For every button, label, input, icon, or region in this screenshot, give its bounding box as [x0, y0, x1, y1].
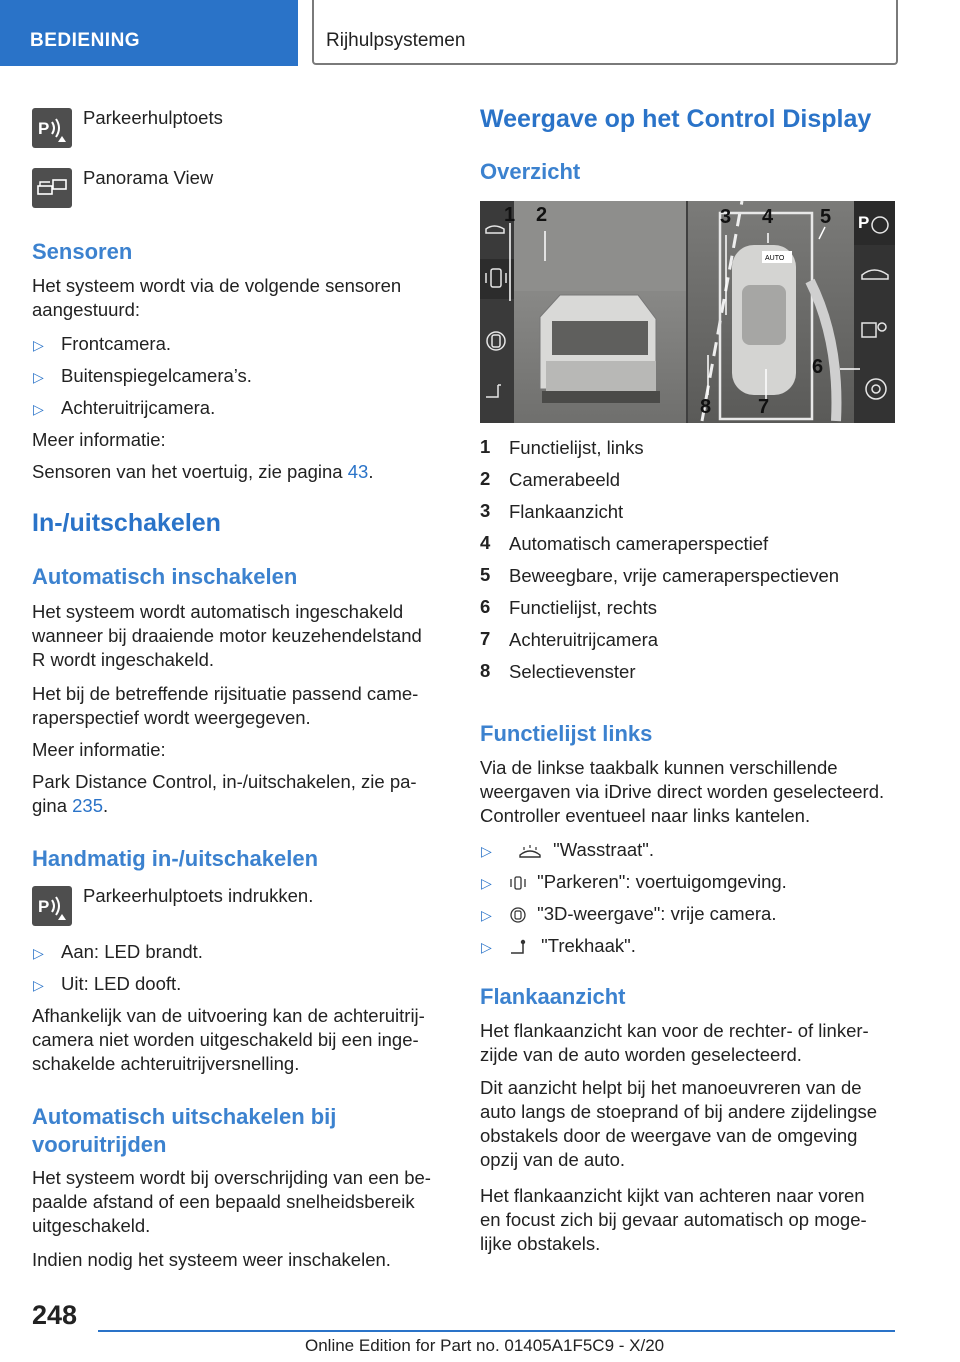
overzicht-heading: Overzicht [480, 159, 581, 184]
parking-assist-button-icon [32, 108, 72, 148]
legend-label: Functielijst, links [509, 437, 644, 458]
display-heading: Weergave op het Control Display [480, 105, 872, 133]
edition-text: Online Edition for Part no. 01405A1F5C9 - X/20 [305, 1336, 665, 1355]
bullet-triangle-icon: ▷ [33, 977, 44, 993]
legend-number: 6 [480, 596, 491, 617]
manual-item: Uit: LED dooft. [61, 973, 182, 994]
auto-uit-heading: vooruitrijden [32, 1132, 167, 1157]
bullet-triangle-icon: ▷ [481, 907, 492, 923]
auto-in-p1: R wordt ingeschakeld. [32, 649, 215, 670]
chapter-tab [312, 0, 898, 65]
control-display-figure [480, 201, 895, 423]
sensor-item: Achteruitrijcamera. [61, 397, 216, 418]
legend-number: 1 [480, 436, 491, 457]
auto-in-p1: wanneer bij draaiende motor keuzehendelstand [32, 625, 422, 646]
figure-auto-label: AUTO [765, 255, 785, 262]
auto-uit-p1: uitgeschakeld. [32, 1215, 151, 1236]
flank-paragraph: auto langs de stoeprand of bij andere zijdelingse [480, 1101, 878, 1122]
manual-item: Aan: LED brandt. [61, 941, 203, 962]
flank-paragraph: en focust zich bij gevaar automatisch op moge‐ [480, 1209, 867, 1230]
pdc-reference: Park Distance Control, in-/uitschakelen, zie pa‐ [32, 771, 417, 792]
sensoren-intro-line1: Het systeem wordt via de volgende sensoren [32, 275, 402, 296]
sensoren-ref-text: Sensoren van het voertuig, zie pagina [32, 461, 348, 482]
meer-info-label: Meer informatie: [32, 429, 166, 450]
flankaanzicht-heading: Flankaanzicht [480, 984, 626, 1009]
bullet-triangle-icon: ▷ [481, 843, 492, 859]
fl-item-label: "3D-weergave": vrije camera. [537, 903, 777, 924]
page-number: 248 [32, 1300, 78, 1330]
svg-text:P: P [38, 897, 50, 916]
callout-1: 1 [504, 204, 516, 226]
flank-paragraph: lijke obstakels. [480, 1233, 601, 1254]
fl-paragraph: Via de linkse taakbalk kunnen verschillende [480, 757, 838, 778]
chapter-title: Rijhulpsystemen [326, 30, 466, 51]
sensoren-reference [32, 460, 373, 485]
flank-paragraph: Het flankaanzicht kan voor de rechter- of linker‐ [480, 1020, 869, 1041]
section-title: BEDIENING [30, 30, 141, 51]
flank-paragraph: zijde van de auto worden geselecteerd. [480, 1044, 802, 1065]
inuit-heading: In-/uitschakelen [32, 509, 221, 537]
fl-item [508, 902, 776, 927]
bullet-triangle-icon: ▷ [481, 939, 492, 955]
flank-paragraph: obstakels door de weergave van de omgeving [480, 1125, 858, 1146]
svg-text:P: P [858, 213, 870, 232]
legend-label: Beweegbare, vrije cameraperspectieven [509, 565, 840, 586]
legend-number: 7 [480, 628, 491, 649]
manual-heading: Handmatig in-/uitschakelen [32, 846, 319, 871]
sensoren-heading: Sensoren [32, 239, 133, 264]
afh-paragraph: camera niet worden uitgeschakeld bij een inge‐ [32, 1029, 419, 1050]
3d-view-icon [508, 906, 528, 924]
legend-label: Achteruitrijcamera [509, 629, 659, 650]
fl-item [508, 934, 636, 959]
flank-paragraph: opzij van de auto. [480, 1149, 626, 1170]
callout-5: 5 [820, 206, 832, 228]
page-link-43[interactable]: 43 [347, 461, 369, 482]
legend-label: Camerabeeld [509, 469, 621, 490]
parking-surround-icon [508, 874, 528, 892]
afh-paragraph: schakelde achteruitrijversnelling. [32, 1053, 300, 1074]
fl-paragraph: weergaven via iDrive direct worden geselecteerd. [480, 781, 885, 802]
auto-in-p1: Het systeem wordt automatisch ingeschakeld [32, 601, 404, 622]
legend-label: Functielijst, rechts [509, 597, 658, 618]
flank-paragraph: Dit aanzicht helpt bij het manoeuvreren van de [480, 1077, 862, 1098]
auto-uit-p2: Indien nodig het systeem weer inschakelen. [32, 1249, 391, 1270]
car-wash-icon [518, 843, 542, 859]
page-link-235[interactable]: 235 [72, 795, 103, 816]
bullet-triangle-icon: ▷ [33, 337, 44, 353]
afh-paragraph: Afhankelijk van de uitvoering kan de achteruitrij‐ [32, 1005, 425, 1026]
pdc-reference-line2 [32, 794, 108, 819]
panorama-view-button-icon [32, 168, 72, 208]
auto-uit-heading: Automatisch uitschakelen bij [32, 1104, 337, 1129]
fl-item-label: "Wasstraat". [553, 839, 654, 860]
callout-2: 2 [536, 204, 548, 226]
auto-in-p2: raperspectief wordt weergegeven. [32, 707, 311, 728]
auto-in-heading: Automatisch inschakelen [32, 564, 298, 589]
auto-uit-p1: paalde afstand of een bepaald snelheidsbereik [32, 1191, 415, 1212]
sensor-item: Frontcamera. [61, 333, 172, 354]
section-tab [0, 0, 298, 66]
callout-8: 8 [700, 396, 712, 418]
panorama-view-label: Panorama View [83, 167, 214, 188]
parking-assist-label: Parkeerhulptoets [83, 107, 223, 128]
pdc-ref-text: gina [32, 795, 73, 816]
ref-end: . [368, 461, 374, 482]
fl-item [508, 870, 787, 895]
callout-6: 6 [812, 356, 824, 378]
ref-end: . [103, 795, 109, 816]
sensoren-intro-line2: aangestuurd: [32, 299, 141, 320]
fl-paragraph: Controller eventueel naar links kantelen. [480, 805, 811, 826]
legend-number: 8 [480, 660, 491, 681]
meer-info-label: Meer informatie: [32, 739, 166, 760]
fl-item [518, 838, 654, 863]
callout-4: 4 [762, 206, 774, 228]
legend-number: 2 [480, 468, 491, 489]
legend-label: Flankaanzicht [509, 501, 624, 522]
legend-label: Selectievenster [509, 661, 636, 682]
footer-rule [98, 1330, 895, 1332]
legend-label: Automatisch cameraperspectief [509, 533, 769, 554]
bullet-triangle-icon: ▷ [481, 875, 492, 891]
functielijst-heading: Functielijst links [480, 721, 653, 746]
legend-number: 4 [480, 532, 491, 553]
legend-number: 5 [480, 564, 491, 585]
callout-3: 3 [720, 206, 732, 228]
parking-assist-button-icon [32, 886, 72, 926]
bullet-triangle-icon: ▷ [33, 401, 44, 417]
callout-7: 7 [758, 396, 770, 418]
flank-paragraph: Het flankaanzicht kijkt van achteren naar voren [480, 1185, 865, 1206]
sensor-item: Buitenspiegelcamera’s. [61, 365, 252, 386]
fl-item-label: "Parkeren": voertuigomgeving. [537, 871, 787, 892]
legend-number: 3 [480, 500, 491, 521]
svg-text:P: P [38, 119, 50, 138]
fl-item-label: "Trekhaak". [541, 935, 636, 956]
auto-uit-p1: Het systeem wordt bij overschrijding van een be‐ [32, 1167, 431, 1188]
trailer-hitch-icon [508, 938, 532, 956]
bullet-triangle-icon: ▷ [33, 369, 44, 385]
auto-in-p2: Het bij de betreffende rijsituatie passend came‐ [32, 683, 419, 704]
bullet-triangle-icon: ▷ [33, 945, 44, 961]
manual-button-label: Parkeerhulptoets indrukken. [83, 885, 314, 906]
